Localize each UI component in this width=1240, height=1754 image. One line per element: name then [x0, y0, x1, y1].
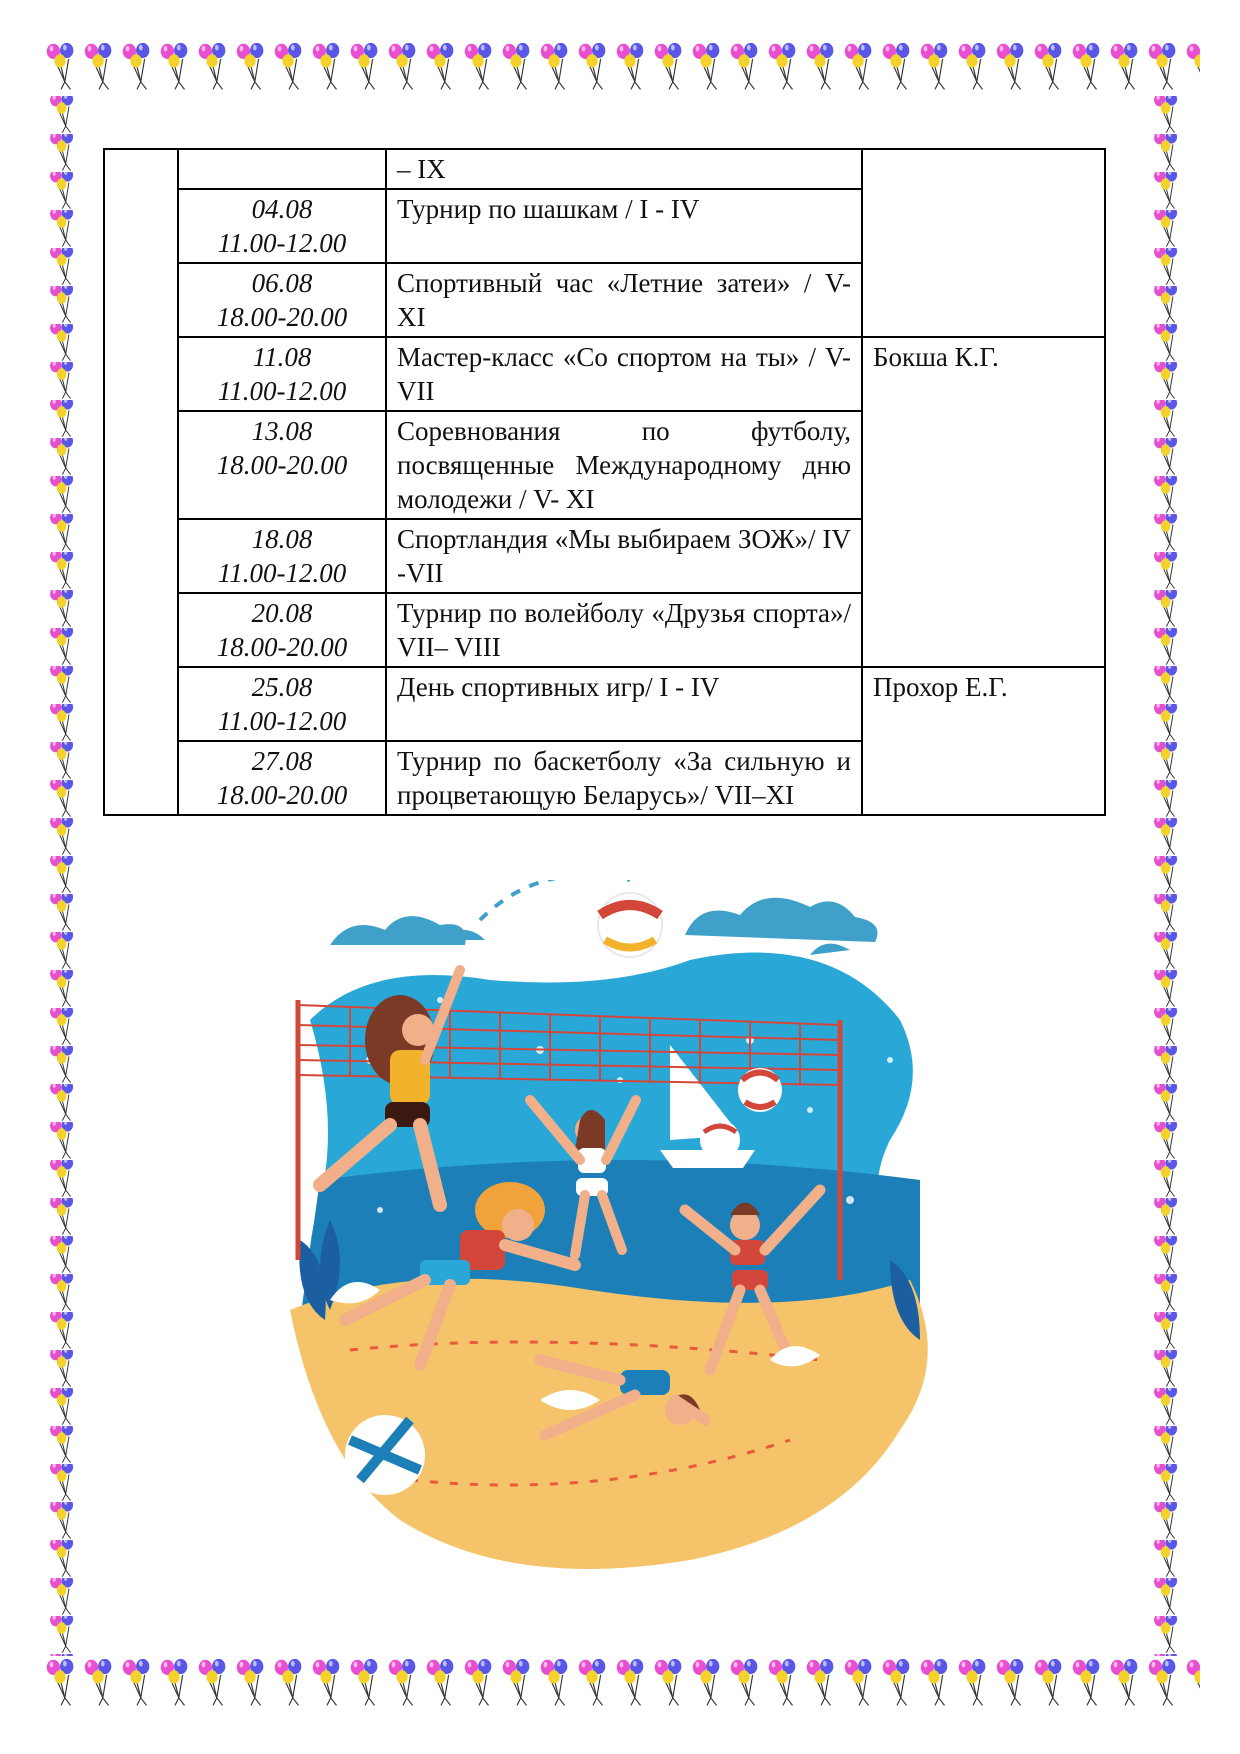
table-cell-empty: [104, 149, 178, 815]
table-cell-date: [178, 337, 386, 411]
table-cell-date: [178, 411, 386, 519]
event-time: 18.00-20.00: [216, 450, 348, 480]
table-cell-responsible: [862, 149, 1105, 337]
event-date: 25.08: [251, 672, 313, 702]
table-cell-date: [178, 519, 386, 593]
responsible-person: Прохор Е.Г.: [873, 672, 1008, 702]
event-text: День спортивных игр/ I - IV: [397, 672, 720, 702]
event-time: 18.00-20.00: [216, 632, 348, 662]
event-date: 11.08: [252, 342, 312, 372]
event-date: 04.08: [251, 194, 313, 224]
table-cell-date: [178, 667, 386, 741]
table-cell-event: [386, 741, 862, 815]
balloon-border-right: [1144, 96, 1200, 1656]
table-cell-event: [386, 337, 862, 411]
table-row: [104, 149, 1105, 189]
event-text: Спортландия «Мы выбираем ЗОЖ»/ IV -VII: [397, 524, 851, 588]
balloon-icon: [40, 1656, 1200, 1712]
event-time: 18.00-20.00: [216, 302, 348, 332]
balloon-border-left: [40, 96, 96, 1656]
event-time: 11.00-12.00: [217, 228, 347, 258]
event-text: Спортивный час «Летние затеи» / V- XI: [397, 268, 851, 332]
schedule-table: [103, 148, 1106, 816]
table-cell-event: [386, 263, 862, 337]
table-cell-responsible: [862, 667, 1105, 815]
event-time: 11.00-12.00: [217, 376, 347, 406]
table-cell-date: [178, 741, 386, 815]
table-cell-event: [386, 149, 862, 189]
table-cell-responsible: [862, 337, 1105, 667]
event-date: 13.08: [251, 416, 313, 446]
table-row: [104, 667, 1105, 741]
event-date: 27.08: [251, 746, 313, 776]
event-text: Соревнования по футболу, посвященные Международному дню молодежи / V- XI: [397, 416, 851, 514]
balloon-border-top: [40, 40, 1200, 96]
event-text: Турнир по шашкам / I - IV: [397, 194, 700, 224]
event-time: 11.00-12.00: [217, 558, 347, 588]
table-cell-event: [386, 519, 862, 593]
event-date: 20.08: [251, 598, 313, 628]
balloon-icon: [40, 96, 96, 1656]
balloon-icon: [40, 40, 1200, 96]
table-cell-event: [386, 593, 862, 667]
event-text: Мастер-класс «Со спортом на ты» / V-VII: [397, 342, 851, 406]
table-cell-date: [178, 593, 386, 667]
balloon-border-bottom: [40, 1656, 1200, 1712]
responsible-person: Бокша К.Г.: [873, 342, 999, 372]
event-text: – IX: [397, 154, 446, 184]
table-cell-date: [178, 149, 386, 189]
balloon-icon: [1144, 96, 1200, 1656]
event-time: 11.00-12.00: [217, 706, 347, 736]
table-cell-event: [386, 411, 862, 519]
beach-volleyball-illustration: [290, 880, 950, 1600]
event-text: Турнир по волейболу «Друзья спорта»/ VII– VIII: [397, 598, 851, 662]
event-text: Турнир по баскетболу «За сильную и процветающую Беларусь»/ VII–XI: [397, 746, 851, 810]
table-cell-event: [386, 189, 862, 263]
event-date: 18.08: [251, 524, 313, 554]
table-row: [104, 337, 1105, 411]
event-date: 06.08: [251, 268, 313, 298]
table-cell-event: [386, 667, 862, 741]
beach-volleyball-picture: [290, 880, 950, 1600]
table-cell-date: [178, 189, 386, 263]
table-cell-date: [178, 263, 386, 337]
event-time: 18.00-20.00: [216, 780, 348, 810]
